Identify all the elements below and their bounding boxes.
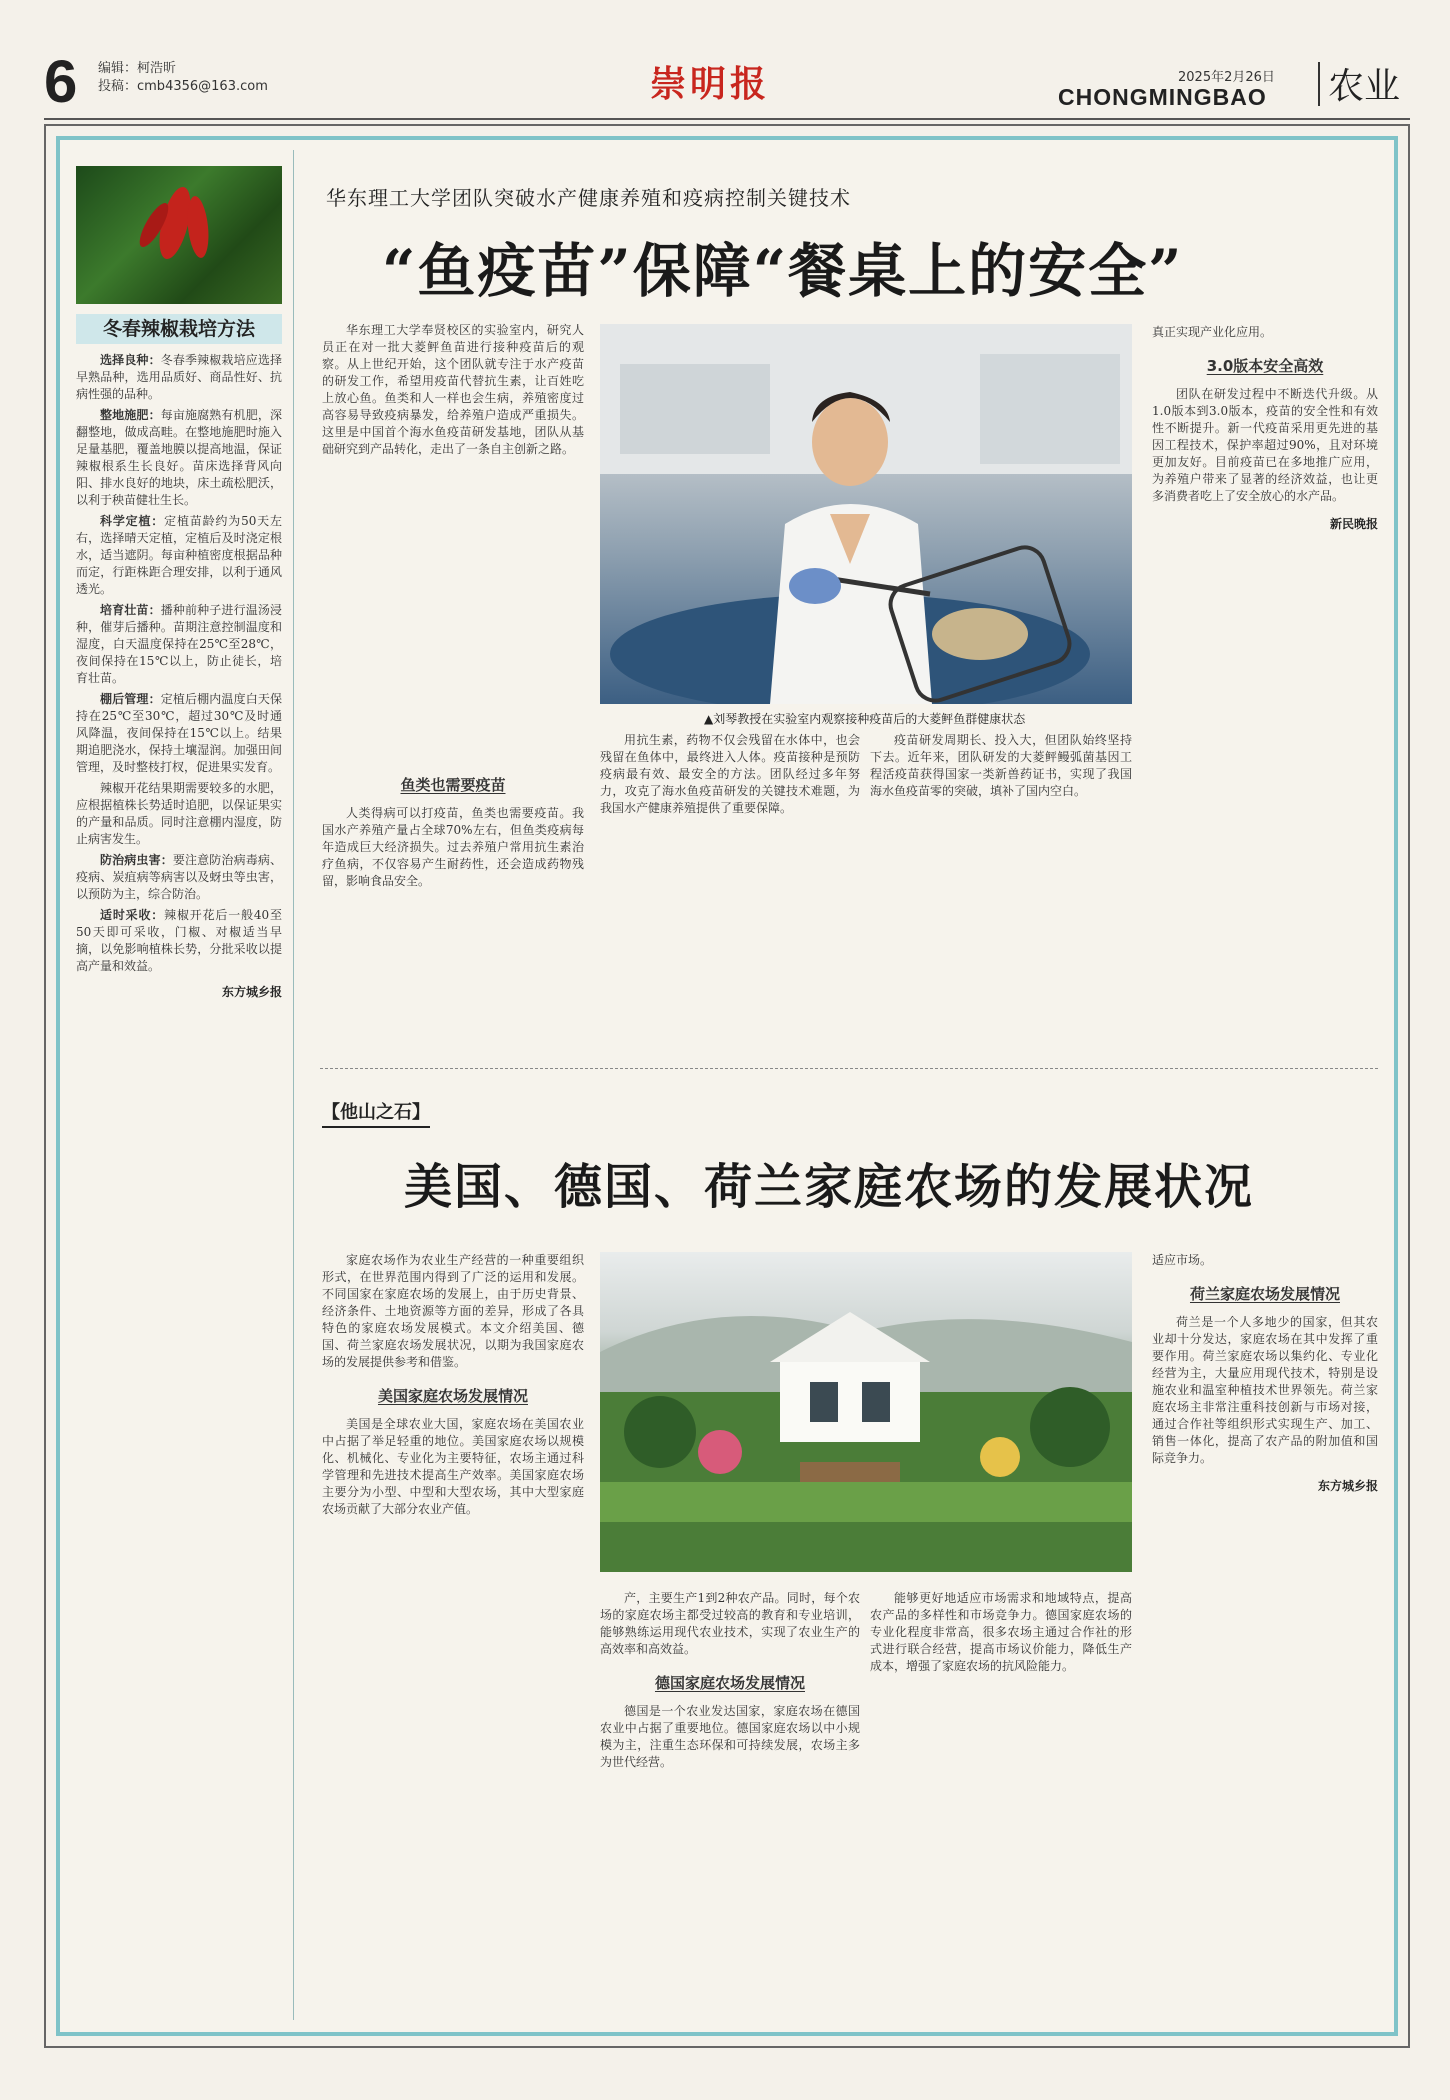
header-rule bbox=[44, 118, 1410, 120]
article2-col3 bbox=[600, 1590, 860, 2020]
sidebar-lead-1: 选择良种： bbox=[100, 353, 161, 367]
article1-col2-text: 人类得病可以打疫苗，鱼类也需要疫苗。我国水产养殖产量占全球70%左右，但鱼类疫病每年造成巨大经济损失。过去养殖户常用抗生素治疗鱼病，不仅容易产生耐药性，还会造成药物残留，影响食品安全。 bbox=[322, 806, 584, 888]
article2-col1 bbox=[322, 1252, 584, 1672]
sidebar-para-2: 每亩施腐熟有机肥，深翻整地，做成高畦。在整地施肥时施入足量基肥，覆盖地膜以提高地温，保证辣椒根系生长良好。苗床选择背风向阳、排水良好的地块，床土疏松肥沃，以利于秧苗健壮生长。 bbox=[76, 408, 282, 507]
article2-col5 bbox=[1152, 1252, 1378, 2022]
article2-col3b-text: 德国是一个农业发达国家，家庭农场在德国农业中占据了重要地位。德国家庭农场以中小规模为主，注重生态环保和可持续发展，农场主多为世代经营。 bbox=[600, 1704, 860, 1769]
section-divider bbox=[320, 1068, 1378, 1069]
article1-col3 bbox=[600, 732, 860, 1032]
lab-photo-illustration bbox=[600, 324, 1132, 704]
page-number: 6 bbox=[44, 48, 78, 115]
article2-headline: 美国、德国、荷兰家庭农场的发展状况 bbox=[404, 1159, 1255, 1215]
article1-col1-text: 华东理工大学奉贤校区的实验室内，研究人员正在对一批大菱鲆鱼苗进行接种疫苗后的观察。从上世纪开始，这个团队就专注于水产疫苗的研发工作，希望用疫苗代替抗生素，让百姓吃上放心鱼。鱼类和人一样也会生病，养殖密度过高容易导致疫病暴发，给养殖户造成严重损失。这里是中国首个海水鱼疫苗研发基地，团队从基础研究到产品转化，走出了一条自主创新之路。 bbox=[322, 323, 584, 456]
sidebar-source: 东方城乡报 bbox=[221, 985, 282, 999]
article2-tag: 【他山之石】 bbox=[322, 1098, 430, 1128]
article2-col3-text: 产，主要生产1到2种农产品。同时，每个农场的家庭农场主都受过较高的教育和专业培训，能够熟练运用现代农业技术，实现了农业生产的高效率和高效益。 bbox=[600, 1591, 860, 1656]
article2-subhead-2: 德国家庭农场发展情况 bbox=[654, 1674, 805, 1692]
sidebar-para-5: 定植后棚内温度白天保持在25℃至30℃，超过30℃及时通风降温，夜间保持在15℃以上。结果期追肥浇水，保持土壤湿润。加强田间管理，及时整枝打杈，促进果实发育。 bbox=[76, 692, 282, 774]
editor-line: 编辑：柯浩昕 bbox=[98, 61, 177, 76]
lab-photo bbox=[600, 324, 1132, 704]
article1-col3-text: 用抗生素，药物不仅会残留在水体中，也会残留在鱼体中，最终进入人体。疫苗接种是预防疫病最有效、最安全的方法。团队经过多年努力，攻克了海水鱼疫苗研发的关键技术难题，为我国水产健康养殖提供了重要保障。 bbox=[600, 733, 860, 815]
sidebar-para-4: 播种前种子进行温汤浸种，催芽后播种。苗期注意控制温度和湿度，白天温度保持在25℃至28℃，夜间保持在15℃以上，防止徒长，培育壮苗。 bbox=[76, 603, 282, 685]
sidebar-para-3: 定植苗龄约为50天左右，选择晴天定植，定植后及时浇定根水，适当遮阴。每亩种植密度根据品种而定，行距株距合理安排，以利于通风透光。 bbox=[76, 514, 282, 596]
article1-col5-text: 团队在研发过程中不断迭代升级。从1.0版本到3.0版本，疫苗的安全性和有效性不断提升。新一代疫苗采用更先进的基因工程技术，保护率超过90%，且对环境更加友好。目前疫苗已在多地推广应用，为养殖户带来了显著的经济效益，也让更多消费者吃上了安全放心的水产品。 bbox=[1152, 387, 1378, 503]
article2-subhead-3: 荷兰家庭农场发展情况 bbox=[1189, 1285, 1340, 1303]
farm-photo-illustration bbox=[600, 1252, 1132, 1572]
article2-col2-text: 美国是全球农业大国，家庭农场在美国农业中占据了举足轻重的地位。美国家庭农场以规模化、机械化、专业化为主要特征，农场主通过科学管理和先进技术提高生产效率。美国家庭农场主要分为小型、中型和大型农场，其中大型家庭农场贡献了大部分农业产值。 bbox=[322, 1417, 584, 1516]
article1-col1 bbox=[322, 322, 584, 742]
header-divider bbox=[1318, 62, 1320, 106]
sidebar-lead-3: 科学定植： bbox=[100, 514, 165, 528]
article1-photo-caption: ▲刘琴教授在实验室内观察接种疫苗后的大菱鲆鱼群健康状态 bbox=[704, 712, 1026, 726]
sidebar-lead-5: 棚后管理： bbox=[100, 692, 161, 706]
article1-headline: “鱼疫苗”保障“餐桌上的安全” bbox=[382, 237, 1184, 305]
article1-col2 bbox=[322, 760, 584, 1030]
article1-col5 bbox=[1152, 324, 1378, 1030]
sidebar-para-1: 冬春季辣椒栽培应选择早熟品种，选用品质好、商品性好、抗病性强的品种。 bbox=[76, 353, 282, 401]
sidebar-article bbox=[76, 352, 282, 2012]
sidebar-lead-4: 培育壮苗： bbox=[100, 603, 161, 617]
paper-name-en: CHONGMINGBAO bbox=[1058, 84, 1267, 110]
sidebar-title: 冬春辣椒栽培方法 bbox=[76, 314, 282, 344]
article2-col5-lead: 适应市场。 bbox=[1152, 1253, 1213, 1267]
sidebar-para-8: 辣椒开花后一般40至50天即可采收，门椒、对椒适当早摘，以免影响植株长势，分批采收以提高产量和效益。 bbox=[76, 908, 282, 973]
sidebar-lead-8: 适时采收： bbox=[100, 908, 165, 922]
farm-photo bbox=[600, 1252, 1132, 1572]
chili-pepper-photo bbox=[76, 166, 282, 304]
article2-col5-text: 荷兰是一个人多地少的国家，但其农业却十分发达，家庭农场在其中发挥了重要作用。荷兰家庭农场以集约化、专业化经营为主，大量应用现代技术，特别是设施农业和温室种植技术世界领先。荷兰家庭农场主非常注重科技创新与市场对接，通过合作社等组织形式实现生产、加工、销售一体化，提高了农产品的附加值和国际竞争力。 bbox=[1152, 1315, 1378, 1465]
article1-kicker: 华东理工大学团队突破水产健康养殖和疫病控制关键技术 bbox=[326, 186, 851, 210]
section-name: 农业 bbox=[1328, 66, 1401, 107]
article1-subhead-2: 3.0版本安全高效 bbox=[1206, 357, 1324, 375]
issue-date: 2025年2月26日 bbox=[1178, 70, 1275, 85]
article2-source: 东方城乡报 bbox=[1317, 1479, 1378, 1493]
article2-col4-text: 能够更好地适应市场需求和地域特点，提高农产品的多样性和市场竞争力。德国家庭农场的专业化程度非常高，很多农场主通过合作社的形式进行联合经营，提高市场议价能力，降低生产成本，增强了家庭农场的抗风险能力。 bbox=[870, 1591, 1132, 1673]
submit-line: 投稿：cmb4356@163.com bbox=[98, 79, 268, 94]
article1-col5-lead: 真正实现产业化应用。 bbox=[1152, 325, 1273, 339]
article2-col1-text: 家庭农场作为农业生产经营的一种重要组织形式，在世界范围内得到了广泛的运用和发展。不同国家在家庭农场的发展上，由于历史背景、经济条件、土地资源等方面的差异，形成了各具特色的家庭农场发展模式。本文介绍美国、德国、荷兰家庭农场发展状况，以期为我国家庭农场的发展提供参考和借鉴。 bbox=[322, 1253, 584, 1369]
paper-name: 崇明报 bbox=[650, 64, 771, 105]
sidebar-lead-2: 整地施肥： bbox=[100, 408, 161, 422]
article1-col4 bbox=[870, 732, 1132, 1032]
editor-info bbox=[98, 60, 268, 96]
sidebar-para-6: 辣椒开花结果期需要较多的水肥，应根据植株长势适时追肥，以保证果实的产量和品质。同时注意棚内湿度，防止病害发生。 bbox=[76, 781, 282, 846]
sidebar-para-7: 要注意防治病毒病、疫病、炭疽病等病害以及蚜虫等虫害，以预防为主，综合防治。 bbox=[76, 853, 282, 901]
article2-col4 bbox=[870, 1590, 1132, 2020]
article1-subhead-1: 鱼类也需要疫苗 bbox=[400, 776, 506, 794]
article1-col4-text: 疫苗研发周期长、投入大，但团队始终坚持下去。近年来，团队研发的大菱鲆鳗弧菌基因工程活疫苗获得国家一类新兽药证书，实现了我国海水鱼疫苗零的突破，填补了国内空白。 bbox=[870, 733, 1132, 798]
article2-subhead-1: 美国家庭农场发展情况 bbox=[377, 1387, 528, 1405]
column-divider bbox=[293, 150, 294, 2020]
article1-source: 新民晚报 bbox=[1329, 517, 1378, 531]
sidebar-lead-7: 防治病虫害： bbox=[100, 853, 173, 867]
